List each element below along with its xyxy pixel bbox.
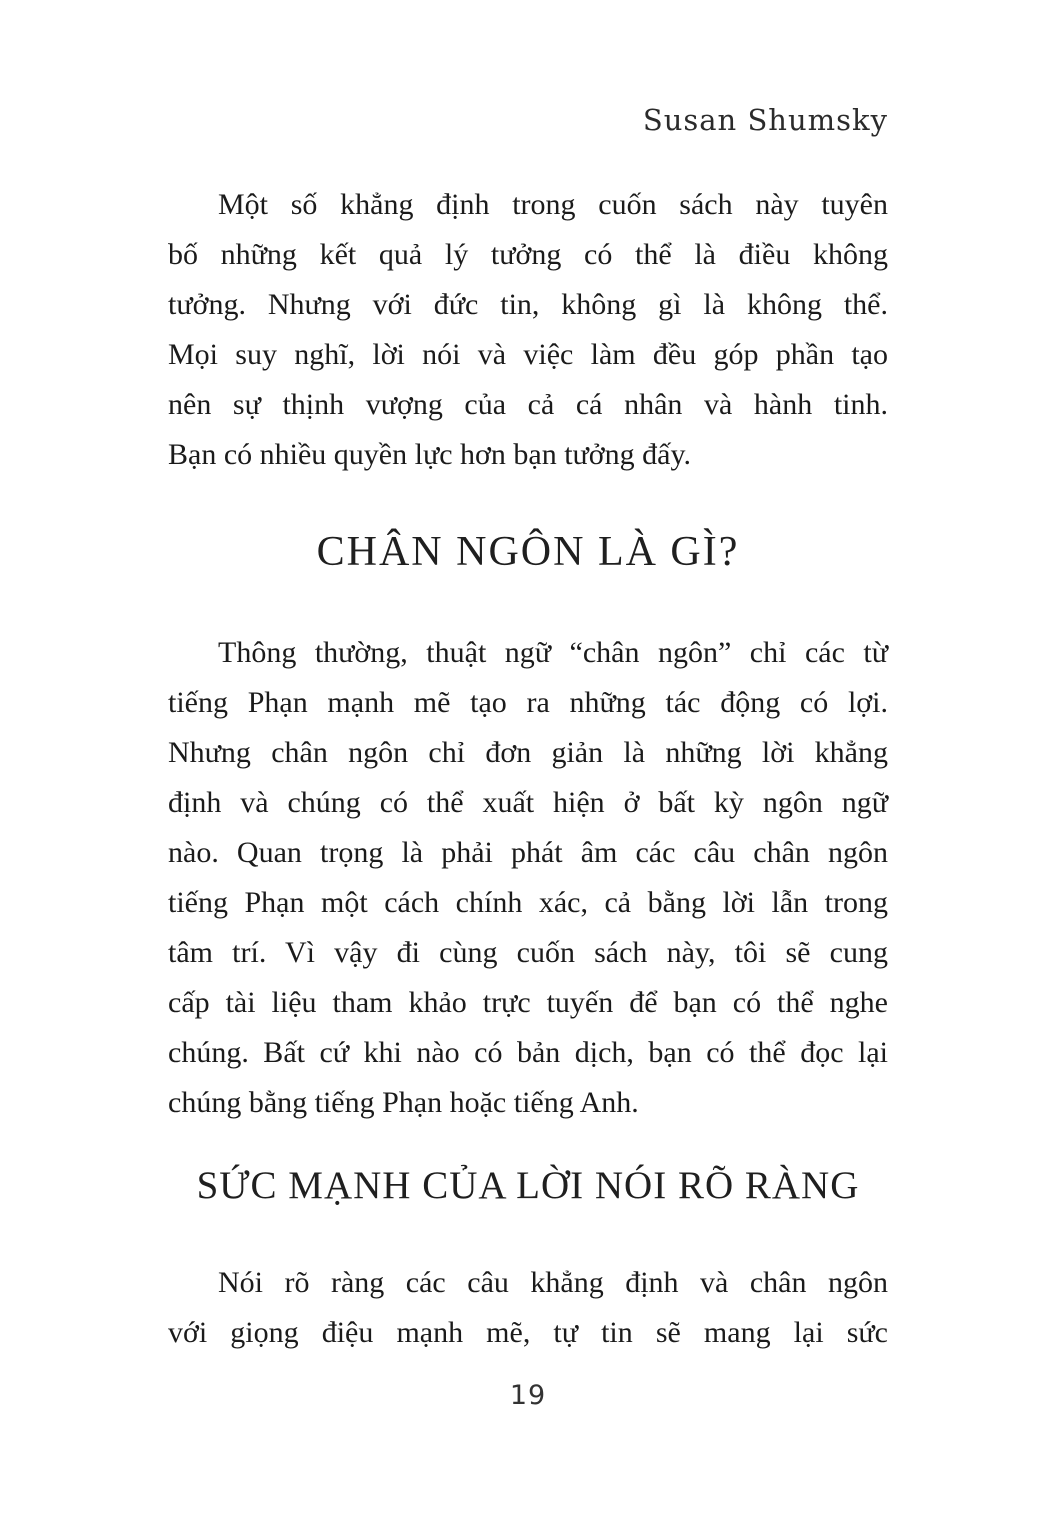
text-line: Bạn có nhiều quyền lực hơn bạn tưởng đấy.: [168, 438, 692, 471]
text-line: Thông thường, thuật ngữ “chân ngôn” chỉ các từ: [218, 636, 888, 669]
text-line: định và chúng có thể xuất hiện ở bất kỳ ngôn ngữ: [168, 786, 888, 819]
text-line: nào. Quan trọng là phải phát âm các câu chân ngôn: [168, 836, 888, 869]
text-line: tâm trí. Vì vậy đi cùng cuốn sách này, tôi sẽ cung: [168, 936, 888, 969]
text-line: Nhưng chân ngôn chỉ đơn giản là những lời khẳng: [168, 736, 888, 769]
text-line: chúng. Bất cứ khi nào có bản dịch, bạn có thể đọc lại: [168, 1036, 888, 1069]
body-paragraph-2: [168, 628, 888, 1128]
text-line: chúng bằng tiếng Phạn hoặc tiếng Anh.: [168, 1086, 639, 1119]
text-line: Một số khẳng định trong cuốn sách này tuyên: [218, 188, 888, 221]
section-heading-chan-ngon: CHÂN NGÔN LÀ GÌ?: [316, 529, 740, 575]
text-line: bố những kết quả lý tưởng có thể là điều không: [168, 238, 888, 271]
page-number: 19: [509, 1380, 547, 1411]
text-line: với giọng điệu mạnh mẽ, tự tin sẽ mang lại sức: [168, 1316, 888, 1349]
text-line: tưởng. Nhưng với đức tin, không gì là không thể.: [168, 288, 888, 321]
body-paragraph-3: [168, 1258, 888, 1358]
text-line: tiếng Phạn mạnh mẽ tạo ra những tác động có lợi.: [168, 686, 888, 719]
text-line: nên sự thịnh vượng của cả cá nhân và hành tinh.: [168, 388, 888, 421]
text-line: tiếng Phạn một cách chính xác, cả bằng lời lẫn trong: [168, 886, 888, 919]
body-paragraph-1: [168, 180, 888, 480]
text-line: Nói rõ ràng các câu khẳng định và chân ngôn: [218, 1266, 888, 1299]
text-line: cấp tài liệu tham khảo trực tuyến để bạn có thể nghe: [168, 986, 888, 1019]
section-heading-suc-manh: SỨC MẠNH CỦA LỜI NÓI RÕ RÀNG: [196, 1164, 860, 1207]
text-line: Mọi suy nghĩ, lời nói và việc làm đều góp phần tạo: [168, 338, 888, 371]
running-header: Susan Shumsky: [642, 103, 888, 137]
